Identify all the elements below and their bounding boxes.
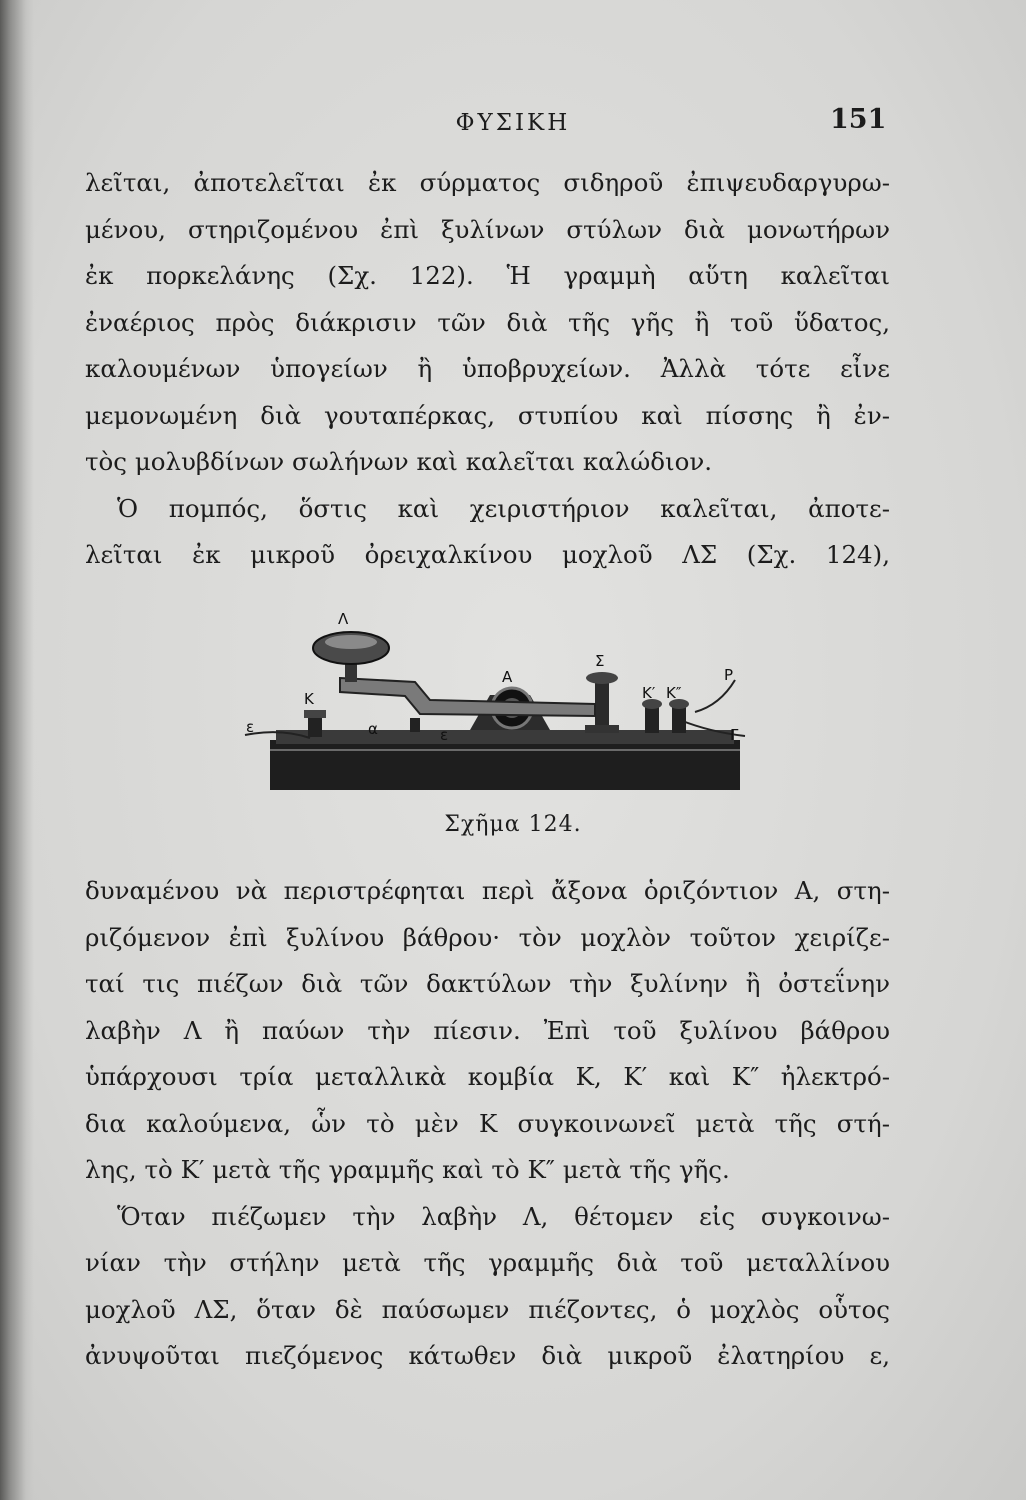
label-alpha: α [368, 720, 378, 738]
text-line: λεῖται ἐκ μικροῦ ὀρειχαλκίνου μοχλοῦ ΛΣ (Σχ. 124), [85, 540, 890, 569]
label-gamma: Γ [730, 726, 739, 744]
page-binding-shadow [0, 0, 34, 1500]
label-sigma: Σ [595, 652, 605, 670]
contact-screw [585, 672, 619, 733]
terminal-k-double [669, 699, 689, 733]
label-k: Κ [304, 690, 314, 708]
spring-post [410, 718, 420, 732]
wire-right [695, 680, 735, 712]
text-line: Ὅταν πιέζωμεν τὴν λαβὴν Λ, θέτομεν εἰς συγκοινω- [117, 1201, 890, 1231]
text-line: δια καλούμενα, ὧν τὸ μὲν Κ συγκοινωνεῖ μετὰ τῆς στή- [85, 1108, 890, 1138]
paragraph-bottom [85, 868, 890, 1380]
handle-knob [313, 632, 389, 682]
label-epsilon: ε [246, 718, 255, 736]
label-k-double: Κ″ [666, 684, 682, 702]
wooden-base [270, 740, 740, 790]
telegraph-key-figure [240, 600, 780, 800]
text-line: καλουμένων ὑπογείων ἢ ὑποβρυχείων. Ἀλλὰ τότε εἶνε [85, 354, 890, 383]
running-header: ΦΥΣΙΚΗ [455, 110, 571, 136]
label-epsilon-2: ε [440, 726, 449, 744]
page-number: 151 [830, 104, 887, 135]
text-line: ὑπάρχουσι τρία μεταλλικὰ κομβία Κ, Κ′ καὶ Κ″ ἠλεκτρό- [85, 1062, 890, 1091]
text-line: λεῖται, ἀποτελεῖται ἐκ σύρματος σιδηροῦ ἐπιψευδαργυρω- [85, 168, 890, 197]
text-line: Ὁ πομπός, ὅστις καὶ χειριστήριον καλεῖται, ἀποτε- [117, 493, 890, 523]
text-line: νίαν τὴν στήλην μετὰ τῆς γραμμῆς διὰ τοῦ μεταλλίνου [85, 1248, 890, 1277]
base-top [276, 730, 734, 744]
text-line: ἐκ πορκελάνης (Σχ. 122). Ἡ γραμμὴ αὕτη καλεῖται [85, 261, 890, 290]
text-line: μεμονωμένη διὰ γουταπέρκας, στυπίου καὶ πίσσης ἢ ἐν- [85, 400, 890, 430]
text-line: ἐναέριος πρὸς διάκρισιν τῶν διὰ τῆς γῆς ἢ τοῦ ὕδατος, [85, 307, 890, 337]
text-line: ριζόμενον ἐπὶ ξυλίνου βάθρου· τὸν μοχλὸν τοῦτον χειρίζε- [85, 922, 890, 952]
brass-lever [340, 678, 595, 716]
text-line: δυναμένου νὰ περιστρέφηται περὶ ἄξονα ὁριζόντιον Α, στη- [85, 876, 890, 905]
text-line: λαβὴν Λ ἢ παύων τὴν πίεσιν. Ἐπὶ τοῦ ξυλίνου βάθρου [85, 1015, 890, 1045]
paragraph-top [85, 160, 890, 579]
text-line: τὸς μολυβδίνων σωλήνων καὶ καλεῖται καλώδιον. [85, 447, 713, 476]
text-line: μοχλοῦ ΛΣ, ὅταν δὲ παύσωμεν πιέζοντες, ὁ μοχλὸς οὗτος [85, 1294, 890, 1324]
text-line: ἀνυψοῦται πιεζόμενος κάτωθεν διὰ μικροῦ ἐλατηρίου ε, [85, 1341, 890, 1370]
figure-caption: Σχῆμα 124. [444, 812, 582, 837]
terminal-k-prime [642, 699, 662, 733]
text-line: ταί τις πιέζων διὰ τῶν δακτύλων τὴν ξυλίνην ἢ ὀστεΐνην [85, 969, 890, 998]
label-p: Ρ [724, 666, 734, 684]
label-lambda: Λ [338, 610, 349, 628]
text-line: λης, τὸ Κ′ μετὰ τῆς γραμμῆς καὶ τὸ Κ″ μετὰ τῆς γῆς. [85, 1155, 730, 1184]
text-line: μένου, στηριζομένου ἐπὶ ξυλίνων στύλων διὰ μονωτήρων [85, 214, 890, 244]
label-k-prime: Κ′ [642, 684, 656, 702]
label-alpha-upper: Α [502, 668, 513, 686]
